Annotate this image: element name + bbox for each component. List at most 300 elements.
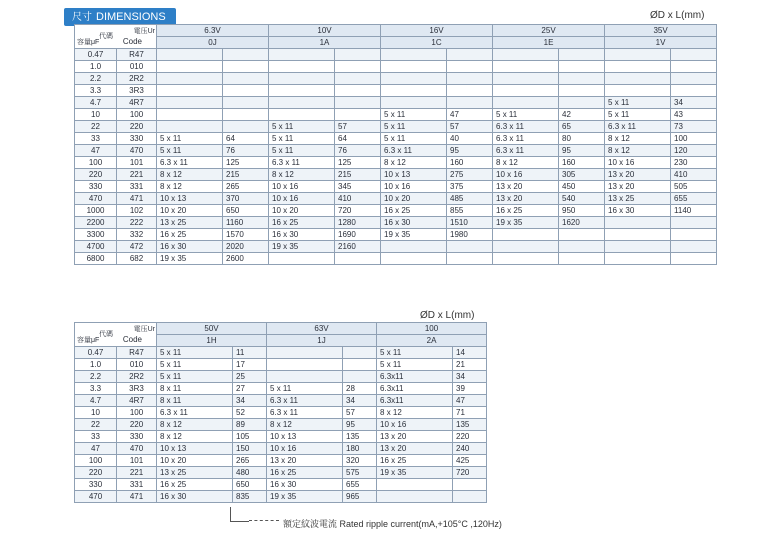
case-size-cell: 13 x 20 <box>493 193 559 205</box>
code-cell: 221 <box>117 169 157 181</box>
voltage-code-header: 1A <box>269 37 381 49</box>
table-row <box>75 419 487 431</box>
case-size-cell: 6.3 x 11 <box>605 121 671 133</box>
capacitance-cell: 22 <box>75 419 117 431</box>
ripple-current-cell: 450 <box>559 181 605 193</box>
table-row <box>75 145 717 157</box>
case-size-cell: 16 x 30 <box>267 479 343 491</box>
capacitance-cell: 4700 <box>75 241 117 253</box>
ripple-current-cell <box>343 347 377 359</box>
ripple-current-cell <box>223 121 269 133</box>
case-size-cell: 8 x 12 <box>605 133 671 145</box>
ripple-current-cell: 485 <box>447 193 493 205</box>
ripple-current-cell: 2600 <box>223 253 269 265</box>
table-row <box>75 253 717 265</box>
ripple-current-cell <box>223 73 269 85</box>
case-size-cell <box>381 49 447 61</box>
ripple-current-cell: 76 <box>335 145 381 157</box>
ripple-current-cell: 2020 <box>223 241 269 253</box>
case-size-cell: 10 x 13 <box>267 431 343 443</box>
ripple-current-cell: 655 <box>343 479 377 491</box>
code-cell: 682 <box>117 253 157 265</box>
case-size-cell <box>377 479 453 491</box>
case-size-cell <box>157 109 223 121</box>
ripple-current-cell <box>343 371 377 383</box>
ripple-current-cell: 57 <box>343 407 377 419</box>
case-size-cell: 10 x 16 <box>493 169 559 181</box>
ripple-current-cell: 120 <box>671 145 717 157</box>
table-row <box>75 467 487 479</box>
voltage-header: 16V <box>381 25 493 37</box>
capacitance-cell: 47 <box>75 443 117 455</box>
code-cell: 472 <box>117 241 157 253</box>
case-size-cell: 13 x 25 <box>157 467 233 479</box>
case-size-cell: 6.3 x 11 <box>157 157 223 169</box>
ripple-current-cell <box>671 241 717 253</box>
voltage-header: 25V <box>493 25 605 37</box>
dimensions-table-1 <box>74 24 717 265</box>
table-row <box>75 395 487 407</box>
ripple-current-cell: 95 <box>559 145 605 157</box>
capacitance-label: 容量μF <box>77 39 100 46</box>
case-size-cell: 10 x 13 <box>157 443 233 455</box>
ripple-current-cell: 410 <box>671 169 717 181</box>
code-cell: 010 <box>117 61 157 73</box>
ripple-current-cell: 720 <box>453 467 487 479</box>
table-row <box>75 205 717 217</box>
ripple-current-cell <box>671 61 717 73</box>
case-size-cell <box>157 97 223 109</box>
ripple-current-cell: 71 <box>453 407 487 419</box>
capacitance-cell: 0.47 <box>75 347 117 359</box>
case-size-cell <box>269 253 335 265</box>
case-size-cell: 6.3x11 <box>377 395 453 407</box>
unit-note-top: ØD x L(mm) <box>650 10 705 21</box>
capacitance-cell: 220 <box>75 169 117 181</box>
ripple-current-cell: 80 <box>559 133 605 145</box>
header-corner <box>75 323 157 347</box>
ripple-current-cell: 1510 <box>447 217 493 229</box>
voltage-code-header: 0J <box>157 37 269 49</box>
ripple-current-cell: 52 <box>233 407 267 419</box>
table-row <box>75 217 717 229</box>
ripple-current-cell: 220 <box>453 431 487 443</box>
table-row <box>75 383 487 395</box>
case-size-cell: 10 x 16 <box>381 181 447 193</box>
capacitance-cell: 330 <box>75 181 117 193</box>
case-size-cell: 16 x 30 <box>157 241 223 253</box>
case-size-cell <box>267 359 343 371</box>
table-row <box>75 241 717 253</box>
ripple-current-cell <box>335 85 381 97</box>
voltage-header: 50V <box>157 323 267 335</box>
case-size-cell <box>605 61 671 73</box>
table-row <box>75 133 717 145</box>
header-corner <box>75 25 157 49</box>
ripple-current-cell: 89 <box>233 419 267 431</box>
ripple-current-cell: 1160 <box>223 217 269 229</box>
case-size-cell: 6.3 x 11 <box>493 145 559 157</box>
case-size-cell: 10 x 13 <box>381 169 447 181</box>
case-size-cell: 13 x 20 <box>267 455 343 467</box>
code-cell: 102 <box>117 205 157 217</box>
rated-voltage-label: 電压Ur <box>133 28 155 35</box>
ripple-current-cell <box>447 73 493 85</box>
capacitance-cell: 22 <box>75 121 117 133</box>
case-size-cell: 19 x 35 <box>493 217 559 229</box>
case-size-cell <box>269 97 335 109</box>
code-cell: 471 <box>117 193 157 205</box>
case-size-cell: 16 x 30 <box>269 229 335 241</box>
ripple-current-cell <box>335 49 381 61</box>
ripple-current-cell: 650 <box>223 205 269 217</box>
case-size-cell: 8 x 12 <box>381 157 447 169</box>
ripple-current-cell <box>447 241 493 253</box>
case-size-cell <box>493 61 559 73</box>
ripple-current-cell: 240 <box>453 443 487 455</box>
ripple-current-cell: 855 <box>447 205 493 217</box>
voltage-code-header: 1V <box>605 37 717 49</box>
ripple-current-cell: 305 <box>559 169 605 181</box>
ripple-current-cell: 105 <box>233 431 267 443</box>
case-size-cell <box>605 85 671 97</box>
ripple-current-cell: 480 <box>233 467 267 479</box>
ripple-current-cell <box>559 49 605 61</box>
case-size-cell: 8 x 12 <box>269 169 335 181</box>
unit-note-bottom: ØD x L(mm) <box>420 310 475 321</box>
capacitance-cell: 1000 <box>75 205 117 217</box>
code-cell: 331 <box>117 181 157 193</box>
rated-voltage-label: 電压Ur <box>133 326 155 333</box>
capacitance-cell: 3300 <box>75 229 117 241</box>
ripple-current-cell <box>223 109 269 121</box>
ripple-current-cell <box>343 359 377 371</box>
ripple-current-cell: 1620 <box>559 217 605 229</box>
ripple-current-cell: 215 <box>335 169 381 181</box>
case-size-cell: 16 x 25 <box>267 467 343 479</box>
case-size-cell: 5 x 11 <box>381 133 447 145</box>
code-cn-label: 代碼 <box>99 33 113 40</box>
ripple-current-cell <box>223 49 269 61</box>
code-cell: 3R3 <box>117 383 157 395</box>
code-cell: 3R3 <box>117 85 157 97</box>
case-size-cell <box>157 121 223 133</box>
case-size-cell <box>605 217 671 229</box>
ripple-current-cell: 42 <box>559 109 605 121</box>
ripple-current-cell: 1280 <box>335 217 381 229</box>
dimensions-table-2 <box>74 322 487 503</box>
code-cell: 101 <box>117 157 157 169</box>
code-cell: 2R2 <box>117 73 157 85</box>
case-size-cell: 16 x 25 <box>269 217 335 229</box>
ripple-current-cell: 265 <box>223 181 269 193</box>
ripple-current-cell <box>559 97 605 109</box>
case-size-cell <box>493 97 559 109</box>
code-cell: 100 <box>117 407 157 419</box>
case-size-cell: 16 x 25 <box>157 229 223 241</box>
ripple-current-cell <box>671 85 717 97</box>
ripple-current-cell <box>559 229 605 241</box>
case-size-cell: 5 x 11 <box>605 109 671 121</box>
ripple-current-cell: 34 <box>453 371 487 383</box>
ripple-current-cell: 21 <box>453 359 487 371</box>
ripple-current-cell: 76 <box>223 145 269 157</box>
case-size-cell: 5 x 11 <box>157 347 233 359</box>
case-size-cell: 8 x 12 <box>267 419 343 431</box>
case-size-cell <box>269 61 335 73</box>
ripple-current-cell: 230 <box>671 157 717 169</box>
ripple-current-cell: 575 <box>343 467 377 479</box>
code-cn-label: 代碼 <box>99 331 113 338</box>
table-row <box>75 61 717 73</box>
table-row <box>75 85 717 97</box>
footnote-bracket <box>230 507 249 522</box>
ripple-current-cell: 39 <box>453 383 487 395</box>
ripple-current-cell <box>559 253 605 265</box>
table-row <box>75 73 717 85</box>
capacitance-cell: 470 <box>75 193 117 205</box>
case-size-cell <box>605 241 671 253</box>
capacitance-cell: 3.3 <box>75 85 117 97</box>
capacitance-cell: 47 <box>75 145 117 157</box>
code-cell: R47 <box>117 347 157 359</box>
ripple-current-cell: 505 <box>671 181 717 193</box>
case-size-cell <box>157 61 223 73</box>
code-cell: 330 <box>117 431 157 443</box>
case-size-cell: 16 x 25 <box>157 479 233 491</box>
code-cell: 331 <box>117 479 157 491</box>
ripple-current-cell <box>559 73 605 85</box>
voltage-header: 10V <box>269 25 381 37</box>
ripple-current-cell: 100 <box>671 133 717 145</box>
ripple-current-cell: 370 <box>223 193 269 205</box>
table-row <box>75 359 487 371</box>
case-size-cell: 16 x 25 <box>381 205 447 217</box>
ripple-current-cell: 410 <box>335 193 381 205</box>
code-cell: 2R2 <box>117 371 157 383</box>
voltage-code-header: 1J <box>267 335 377 347</box>
code-label: Code <box>122 335 142 344</box>
table-row <box>75 443 487 455</box>
code-cell: 470 <box>117 443 157 455</box>
case-size-cell: 5 x 11 <box>605 97 671 109</box>
ripple-current-cell: 1140 <box>671 205 717 217</box>
capacitance-cell: 1.0 <box>75 359 117 371</box>
case-size-cell: 10 x 13 <box>157 193 223 205</box>
ripple-current-cell <box>671 73 717 85</box>
ripple-current-cell <box>671 49 717 61</box>
case-size-cell: 8 x 12 <box>157 169 223 181</box>
ripple-current-cell: 14 <box>453 347 487 359</box>
code-cell: 220 <box>117 121 157 133</box>
ripple-current-footnote: 額定紋波電流 Rated ripple current(mA,+105°C ,120Hz) <box>283 519 502 529</box>
ripple-current-cell: 34 <box>343 395 377 407</box>
case-size-cell: 5 x 11 <box>157 371 233 383</box>
table-row <box>75 491 487 503</box>
table-row <box>75 371 487 383</box>
ripple-current-cell <box>335 61 381 73</box>
ripple-current-cell <box>671 253 717 265</box>
voltage-code-header: 1E <box>493 37 605 49</box>
case-size-cell: 8 x 12 <box>157 181 223 193</box>
ripple-current-cell <box>559 241 605 253</box>
case-size-cell <box>605 229 671 241</box>
case-size-cell: 19 x 35 <box>381 229 447 241</box>
case-size-cell <box>493 241 559 253</box>
case-size-cell: 6.3 x 11 <box>269 157 335 169</box>
ripple-current-cell: 57 <box>335 121 381 133</box>
capacitance-cell: 220 <box>75 467 117 479</box>
ripple-current-cell <box>559 85 605 97</box>
ripple-current-cell: 1690 <box>335 229 381 241</box>
capacitance-cell: 4.7 <box>75 395 117 407</box>
capacitance-cell: 2200 <box>75 217 117 229</box>
case-size-cell: 10 x 16 <box>267 443 343 455</box>
ripple-current-cell <box>447 85 493 97</box>
ripple-current-cell: 28 <box>343 383 377 395</box>
case-size-cell: 8 x 12 <box>157 431 233 443</box>
case-size-cell: 6.3 x 11 <box>267 395 343 407</box>
ripple-current-cell: 1570 <box>223 229 269 241</box>
case-size-cell <box>605 253 671 265</box>
capacitance-cell: 4.7 <box>75 97 117 109</box>
ripple-current-cell <box>335 73 381 85</box>
case-size-cell: 19 x 35 <box>269 241 335 253</box>
table-row <box>75 121 717 133</box>
code-cell: 4R7 <box>117 97 157 109</box>
case-size-cell: 8 x 12 <box>605 145 671 157</box>
ripple-current-cell: 2160 <box>335 241 381 253</box>
capacitance-cell: 10 <box>75 407 117 419</box>
ripple-current-cell <box>335 109 381 121</box>
ripple-current-cell: 425 <box>453 455 487 467</box>
ripple-current-cell <box>223 61 269 73</box>
ripple-current-cell <box>447 253 493 265</box>
capacitance-cell: 470 <box>75 491 117 503</box>
case-size-cell: 10 x 20 <box>157 205 223 217</box>
table-row <box>75 169 717 181</box>
code-cell: 010 <box>117 359 157 371</box>
case-size-cell: 10 x 16 <box>269 181 335 193</box>
case-size-cell: 10 x 16 <box>377 419 453 431</box>
case-size-cell: 5 x 11 <box>377 347 453 359</box>
capacitance-cell: 2.2 <box>75 73 117 85</box>
case-size-cell <box>605 49 671 61</box>
case-size-cell: 5 x 11 <box>381 121 447 133</box>
code-cell: 220 <box>117 419 157 431</box>
footnote-dash <box>249 520 279 521</box>
ripple-current-cell: 125 <box>223 157 269 169</box>
case-size-cell: 5 x 11 <box>269 121 335 133</box>
case-size-cell: 5 x 11 <box>267 383 343 395</box>
case-size-cell <box>381 253 447 265</box>
ripple-current-cell: 345 <box>335 181 381 193</box>
case-size-cell <box>493 229 559 241</box>
capacitance-cell: 2.2 <box>75 371 117 383</box>
case-size-cell <box>157 85 223 97</box>
case-size-cell: 13 x 20 <box>605 181 671 193</box>
code-cell: 332 <box>117 229 157 241</box>
case-size-cell: 10 x 20 <box>269 205 335 217</box>
table-row <box>75 431 487 443</box>
table-row <box>75 407 487 419</box>
case-size-cell <box>269 109 335 121</box>
code-cell: R47 <box>117 49 157 61</box>
ripple-current-cell: 540 <box>559 193 605 205</box>
case-size-cell: 5 x 11 <box>157 359 233 371</box>
capacitance-cell: 330 <box>75 479 117 491</box>
table-row <box>75 157 717 169</box>
ripple-current-cell: 95 <box>343 419 377 431</box>
case-size-cell: 8 x 12 <box>493 157 559 169</box>
code-cell: 100 <box>117 109 157 121</box>
table-row <box>75 49 717 61</box>
ripple-current-cell: 215 <box>223 169 269 181</box>
capacitance-cell: 100 <box>75 157 117 169</box>
case-size-cell: 10 x 20 <box>157 455 233 467</box>
case-size-cell: 13 x 20 <box>377 431 453 443</box>
ripple-current-cell: 135 <box>343 431 377 443</box>
capacitance-cell: 33 <box>75 133 117 145</box>
table-row <box>75 455 487 467</box>
voltage-code-header: 1C <box>381 37 493 49</box>
ripple-current-cell: 950 <box>559 205 605 217</box>
voltage-code-header: 1H <box>157 335 267 347</box>
voltage-header: 100 <box>377 323 487 335</box>
case-size-cell: 10 x 16 <box>605 157 671 169</box>
ripple-current-cell: 125 <box>335 157 381 169</box>
ripple-current-cell <box>671 217 717 229</box>
ripple-current-cell: 47 <box>447 109 493 121</box>
case-size-cell: 5 x 11 <box>493 109 559 121</box>
table-row <box>75 193 717 205</box>
ripple-current-cell: 720 <box>335 205 381 217</box>
ripple-current-cell: 180 <box>343 443 377 455</box>
ripple-current-cell: 57 <box>447 121 493 133</box>
case-size-cell <box>157 73 223 85</box>
capacitance-cell: 100 <box>75 455 117 467</box>
case-size-cell <box>267 347 343 359</box>
case-size-cell: 8 x 11 <box>157 395 233 407</box>
ripple-current-cell: 835 <box>233 491 267 503</box>
code-cell: 101 <box>117 455 157 467</box>
case-size-cell <box>269 73 335 85</box>
ripple-current-cell: 34 <box>233 395 267 407</box>
ripple-current-cell <box>453 491 487 503</box>
code-label: Code <box>122 37 142 46</box>
case-size-cell: 13 x 25 <box>157 217 223 229</box>
case-size-cell <box>493 49 559 61</box>
ripple-current-cell: 375 <box>447 181 493 193</box>
case-size-cell: 5 x 11 <box>269 133 335 145</box>
case-size-cell: 19 x 35 <box>157 253 223 265</box>
ripple-current-cell: 47 <box>453 395 487 407</box>
case-size-cell: 5 x 11 <box>381 109 447 121</box>
ripple-current-cell: 965 <box>343 491 377 503</box>
dimensions-title: DIMENSIONS <box>96 11 166 23</box>
capacitance-cell: 10 <box>75 109 117 121</box>
code-cell: 4R7 <box>117 395 157 407</box>
ripple-current-cell <box>559 61 605 73</box>
ripple-current-cell: 320 <box>343 455 377 467</box>
ripple-current-cell <box>447 61 493 73</box>
capacitance-cell: 33 <box>75 431 117 443</box>
ripple-current-cell <box>671 229 717 241</box>
case-size-cell <box>377 491 453 503</box>
case-size-cell <box>493 85 559 97</box>
ripple-current-cell: 34 <box>671 97 717 109</box>
ripple-current-cell: 27 <box>233 383 267 395</box>
